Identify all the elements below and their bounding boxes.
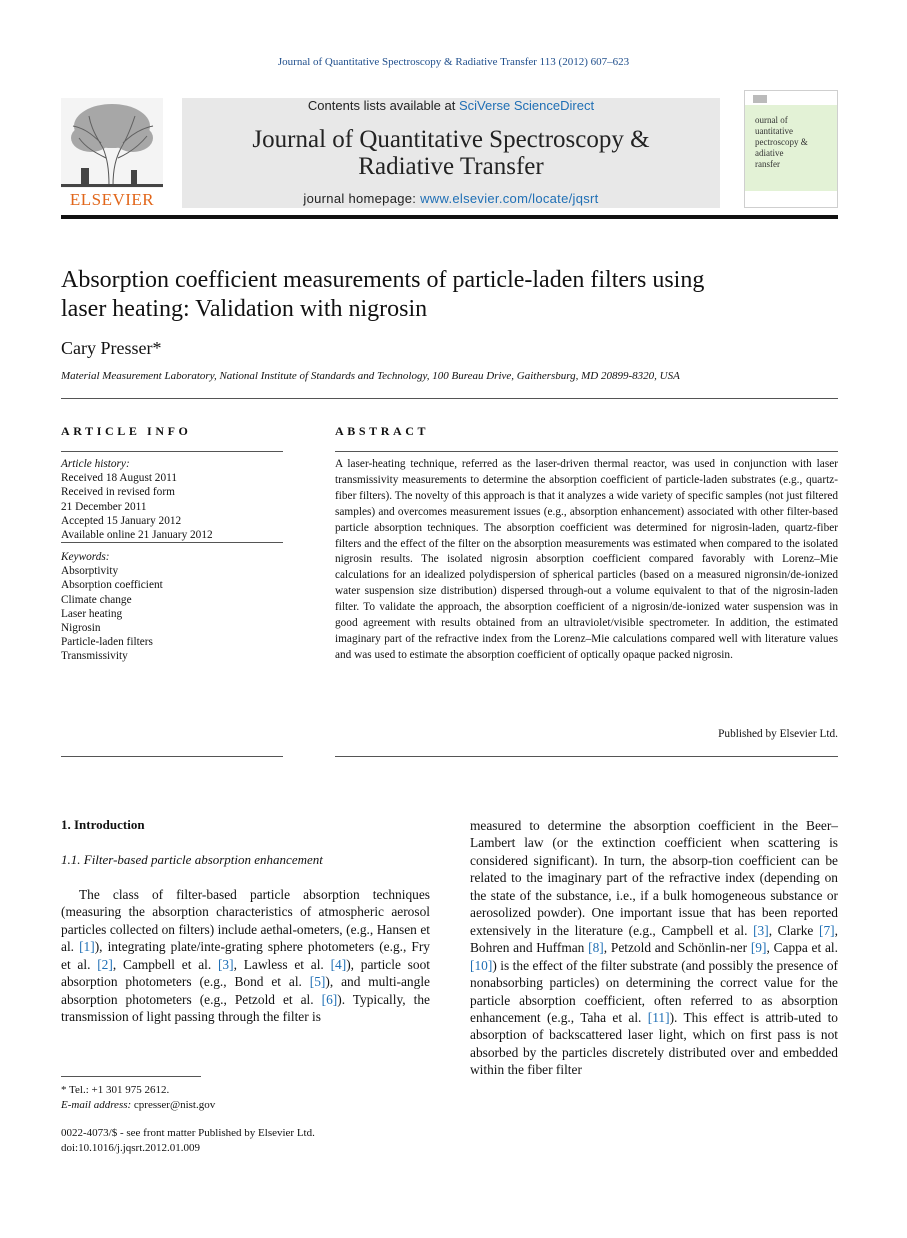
body-text: , Lawless et al. (233, 956, 331, 972)
article-info-bottom-rule (61, 756, 283, 757)
reference-link[interactable]: [7] (819, 922, 835, 938)
affiliation: Material Measurement Laboratory, National Institute of Standards and Technology, 100 Bureau Drive, Gaithersburg, MD 20899-8320, USA (61, 370, 680, 382)
cover-title-line: pectroscopy & (755, 137, 808, 147)
reference-link[interactable]: [2] (97, 956, 113, 972)
reference-link[interactable]: [10] (470, 957, 493, 973)
corresponding-author-mark[interactable]: * (152, 338, 162, 358)
journal-citation[interactable]: Journal of Quantitative Spectroscopy & Radiative Transfer 113 (2012) 607–623 (277, 56, 630, 68)
reference-link[interactable]: [9] (750, 940, 767, 956)
cover-title-line: ournal of (755, 115, 788, 125)
reference-link[interactable]: [1] (79, 939, 95, 955)
body-text: ). Typically, the transmission of light passing through the filter is (61, 991, 430, 1025)
keyword: Absorptivity (61, 565, 119, 578)
email-label: E-mail address: (61, 1099, 132, 1111)
keyword: Laser heating (61, 607, 123, 620)
body-text: , Cappa et al. (766, 940, 838, 956)
body-text: , Bohren and Huffman (470, 922, 838, 956)
author[interactable]: Cary Presser (61, 338, 153, 358)
history-entry: 21 December 2011 (61, 500, 147, 513)
history-entry: Available online 21 January 2012 (61, 529, 213, 542)
author-name (61, 338, 161, 359)
sciencedirect-link[interactable]: SciVerse ScienceDirect (458, 98, 595, 113)
reference-link[interactable]: [5] (309, 974, 326, 990)
contents-prefix: Contents lists available at (307, 98, 459, 113)
homepage-link[interactable]: www.elsevier.com/locate/jqsrt (420, 191, 599, 206)
article-info-rule (61, 451, 283, 452)
contents-line (182, 98, 720, 113)
abstract-rule (335, 451, 838, 452)
section-heading-introduction: 1. Introduction (61, 817, 145, 832)
cover-title (755, 115, 835, 170)
doi[interactable]: doi:10.1016/j.jqsrt.2012.01.009 (61, 1142, 201, 1154)
email-address[interactable]: cpresser@nist.gov (131, 1099, 216, 1111)
footnote (61, 1083, 421, 1113)
history-label: Article history: (61, 458, 130, 470)
reference-link[interactable]: [3] (753, 922, 769, 938)
front-matter (61, 1126, 421, 1156)
published-by: Published by Elsevier Ltd. (718, 728, 838, 740)
paper-title-line2: laser heating: Validation with nigrosin (61, 296, 428, 322)
reference-link[interactable]: [11] (647, 1009, 670, 1025)
body-paragraph-right (470, 817, 838, 1079)
body-text: ). This effect is attrib-uted to absorption of backscattered laser light, which on first pass is not absorbed by the particles discretely distributed over and embedded within the fiber filter (470, 1009, 838, 1078)
front-matter-line: 0022-4073/$ - see front matter Published by Elsevier Ltd. (61, 1127, 315, 1139)
footnote-rule (61, 1076, 201, 1077)
body-text: The class of filter-based particle absorption techniques (measuring the absorption characteristics of atmospheric aerosol particles collected on filters) include aethal-ometers, (e.g., Hansen et al. (61, 887, 430, 955)
title-rule (61, 398, 838, 399)
footnote-telephone: * Tel.: +1 301 975 2612. (61, 1084, 170, 1096)
keyword: Nigrosin (61, 622, 101, 635)
article-info-heading: ARTICLE INFO (61, 424, 192, 438)
body-text: , Petzold and Schönlin-ner (603, 940, 751, 956)
reference-link[interactable]: [8] (588, 940, 604, 956)
journal-title-line1: Journal of Quantitative Spectroscopy & (252, 126, 650, 153)
body-text: ), particle soot absorption photometers (e.g., Bond et al. (61, 956, 430, 990)
abstract-text: A laser-heating technique, referred as the laser-driven thermal reactor, was used in conjunction with laser transmissivity measurements to determine the absorption coefficient of particle-laden substrates (e.g., quartz-fiber filters). The novelty of this approach is that it analyzes a wide variety of specific samples (not just filtered samples) and overcomes measurement issues (e.g., absorption enhancement) associated with other filter-based particle absorption techniques. The absorption coefficient was determined for nigrosin-laden, quartz-fiber filters and the effect of the filter on the absorption measurements was estimated when compared to the isolated nigrosin results. The isolated nigrosin absorption coefficient compared favorably with Lorenz–Mie calculations for an idealized polydispersion of spherical particles (based on a measured nigronsin/de-ionized water suspension size distribution) dispersed through-out a volume equivalent to that of the nigrosin-laden filter. To validate the approach, the absorption coefficient of a nigrosin/de-ionized water suspension was in good agreement with results obtained from an ultraviolet/visible spectrometer. In addition, the estimated imaginary part of the refractive index from the Lorenz–Mie calculations compared well with literature values and was used to estimate the absorption coefficient of optically opaque packed nigrosin. (335, 458, 838, 661)
paper-title-line1: Absorption coefficient measurements of particle-laden filters using (61, 267, 705, 293)
homepage-prefix: journal homepage: (303, 191, 421, 206)
keyword: Particle-laden filters (61, 636, 153, 649)
journal-title (182, 126, 720, 180)
body-text: , Campbell et al. (112, 956, 218, 972)
masthead-rule (61, 215, 838, 219)
history-entry: Received 18 August 2011 (61, 472, 177, 485)
elsevier-wordmark: ELSEVIER (69, 190, 155, 209)
cover-logo-mark (753, 95, 767, 103)
abstract-heading: ABSTRACT (335, 424, 430, 438)
reference-link[interactable]: [3] (217, 956, 234, 972)
keyword: Absorption coefficient (61, 579, 163, 592)
body-paragraph-left (61, 886, 430, 1026)
reference-link[interactable]: [6] (321, 991, 338, 1007)
body-text: ), integrating plate/inte-grating sphere photometers (e.g., Fry et al. (61, 939, 430, 972)
keyword: Transmissivity (61, 650, 128, 663)
paper-title (61, 266, 841, 324)
history-entry: Received in revised form (61, 486, 175, 499)
body-text: measured to determine the absorption coefficient in the Beer–Lambert law (or the extinction coefficient when scattering is considered significant). In turn, the absorp-tion coefficient can be related to the imaginary part of the refractive index (depending on the state of the substance, i.e., if a bulk homogeneous substance or aerosolized powder). One important issue that has been reported extensively in the literature (e.g., Campbell et al. (470, 818, 838, 938)
reference-link[interactable]: [4] (330, 956, 347, 972)
body-text: ) is the effect of the filter substrate (and possibly the presence of nonabsorbing particles) on determining the correct value for the particle absorption coefficient, often referred to as absorption enhancement (e.g., Taha et al. (470, 957, 838, 1025)
journal-cover-thumbnail[interactable] (744, 90, 838, 208)
footnote-email (61, 1098, 421, 1113)
keywords (61, 550, 283, 664)
keyword: Climate change (61, 593, 132, 606)
body-text: ), and multi-angle absorption photometers (e.g., Petzold et al. (61, 974, 430, 1007)
cover-title-line: ransfer (755, 159, 780, 169)
subsection-heading: 1.1. Filter-based particle absorption enhancement (61, 852, 323, 867)
body-text: , Clarke (768, 922, 820, 938)
abstract-bottom-rule (335, 756, 838, 757)
history-rule (61, 542, 283, 543)
journal-title-line2: Radiative Transfer (358, 153, 544, 180)
cover-title-line: adiative (755, 148, 784, 158)
keywords-label: Keywords: (61, 551, 110, 563)
journal-homepage (182, 191, 720, 206)
article-history (61, 457, 283, 542)
history-entry: Accepted 15 January 2012 (61, 514, 182, 527)
cover-title-line: uantitative (755, 126, 793, 136)
